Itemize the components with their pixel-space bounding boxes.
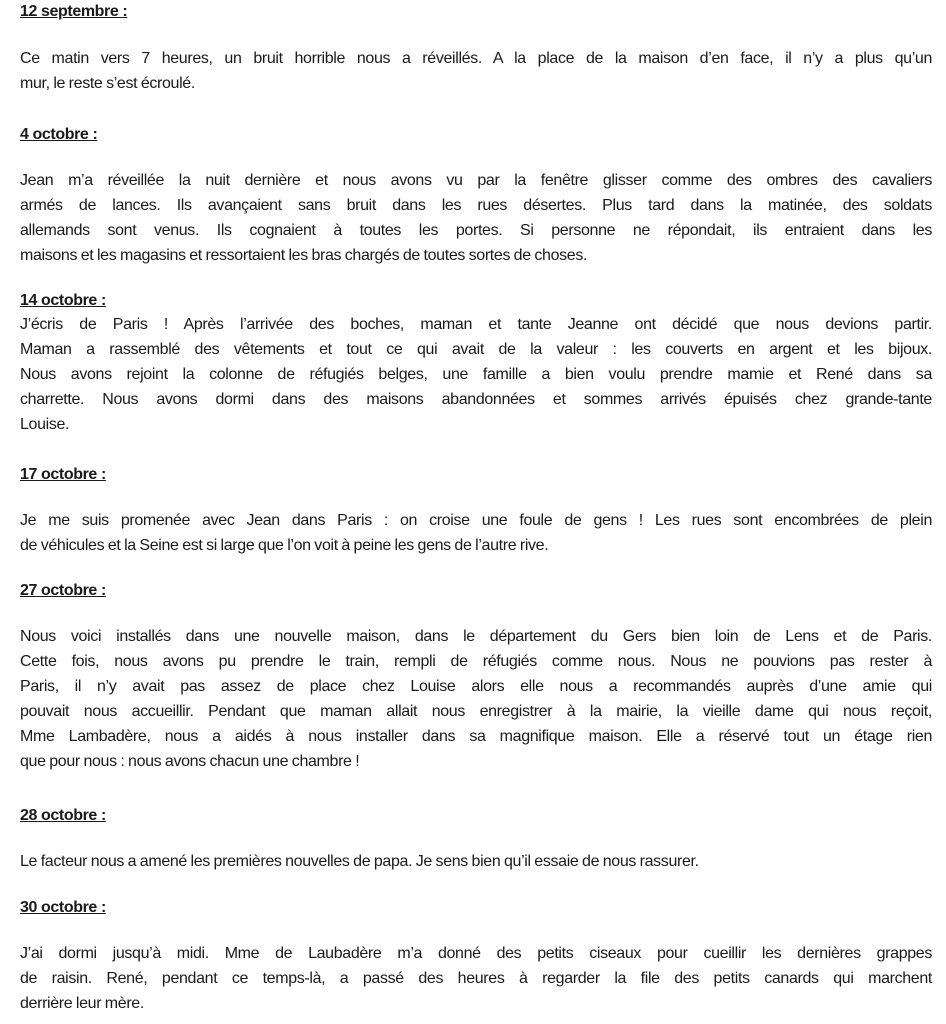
- entry-date: 4 octobre :: [20, 126, 98, 143]
- entry-date: 17 octobre :: [20, 466, 106, 483]
- text-line: Je me suis promenée avec Jean dans Paris : on croise une foule de gens ! Les rues sont encombrées de plein: [20, 512, 932, 529]
- entry-date: 14 octobre :: [20, 292, 106, 309]
- text-line: de raisin. René, pendant ce temps-là, a passé des heures à regarder la file des petits canards qui marchent: [20, 970, 932, 987]
- diary-entry: [20, 291, 932, 437]
- entry-date: 12 septembre :: [20, 3, 128, 20]
- diary-entry: [20, 806, 932, 874]
- text-line: mur, le reste s’est écroulé.: [20, 75, 195, 92]
- entry-date: 30 octobre :: [20, 899, 106, 916]
- text-line: que pour nous : nous avons chacun une chambre !: [20, 753, 360, 770]
- diary-entry: [20, 898, 932, 1016]
- entry-text: [20, 46, 932, 96]
- text-line: armés de lances. Ils avançaient sans bruit dans les rues désertes. Plus tard dans la matinée, des soldats: [20, 197, 932, 214]
- text-line: maisons et les magasins et ressortaient les bras chargés de toutes sortes de choses.: [20, 247, 588, 264]
- text-line: Cette fois, nous avons pu prendre le train, rempli de réfugiés comme nous. Nous ne pouvions pas rester à: [20, 653, 932, 670]
- entry-text: [20, 624, 932, 774]
- text-line: Le facteur nous a amené les premières nouvelles de papa. Je sens bien qu’il essaie de nous rassurer.: [20, 853, 699, 870]
- diary-entry: [20, 465, 932, 558]
- text-line: pouvait nous accueillir. Pendant que maman allait nous enregistrer à la mairie, la vieille dame qui nous reçoit,: [20, 703, 932, 720]
- entry-text: [20, 849, 932, 874]
- entry-date: 27 octobre :: [20, 582, 106, 599]
- entry-text: [20, 508, 932, 558]
- text-line: Mme Lambadère, nous a aidés à nous installer dans sa magnifique maison. Elle a réservé tout un étage rien: [20, 728, 932, 745]
- diary-entry: [20, 125, 932, 268]
- text-line: allemands sont venus. Ils cognaient à toutes les portes. Si personne ne répondait, ils entraient dans les: [20, 222, 932, 239]
- entry-text: [20, 312, 932, 437]
- text-line: Paris, il n’y avait pas assez de place chez Louise alors elle nous a recommandés auprès d’une amie qui: [20, 678, 932, 695]
- diary-entry: [20, 2, 932, 96]
- entry-date: 28 octobre :: [20, 807, 106, 824]
- entry-text: [20, 168, 932, 268]
- text-line: Nous voici installés dans une nouvelle maison, dans le département du Gers bien loin de Lens et de Paris.: [20, 628, 932, 645]
- text-line: derrière leur mère.: [20, 995, 144, 1012]
- text-line: de véhicules et la Seine est si large que l’on voit à peine les gens de l’autre rive.: [20, 537, 549, 554]
- text-line: Maman a rassemblé des vêtements et tout ce qui avait de la valeur : les couverts en argent et les bijoux.: [20, 341, 932, 358]
- text-line: Nous avons rejoint la colonne de réfugiés belges, une famille a bien voulu prendre mamie et René dans sa: [20, 366, 932, 383]
- text-line: Ce matin vers 7 heures, un bruit horrible nous a réveillés. A la place de la maison d’en face, il n’y a plus qu’un: [20, 50, 932, 67]
- text-line: J’ai dormi jusqu’à midi. Mme de Laubadère m’a donné des petits ciseaux pour cueillir les dernières grappes: [20, 945, 932, 962]
- text-line: charrette. Nous avons dormi dans des maisons abandonnées et sommes arrivés épuisés chez grande-tante: [20, 391, 932, 408]
- entry-text: [20, 941, 932, 1016]
- text-line: Louise.: [20, 416, 70, 433]
- text-line: Jean m’a réveillée la nuit dernière et nous avons vu par la fenêtre glisser comme des ombres des cavaliers: [20, 172, 932, 189]
- diary-entry: [20, 581, 932, 774]
- text-line: J’écris de Paris ! Après l’arrivée des boches, maman et tante Jeanne ont décidé que nous devions partir.: [20, 316, 932, 333]
